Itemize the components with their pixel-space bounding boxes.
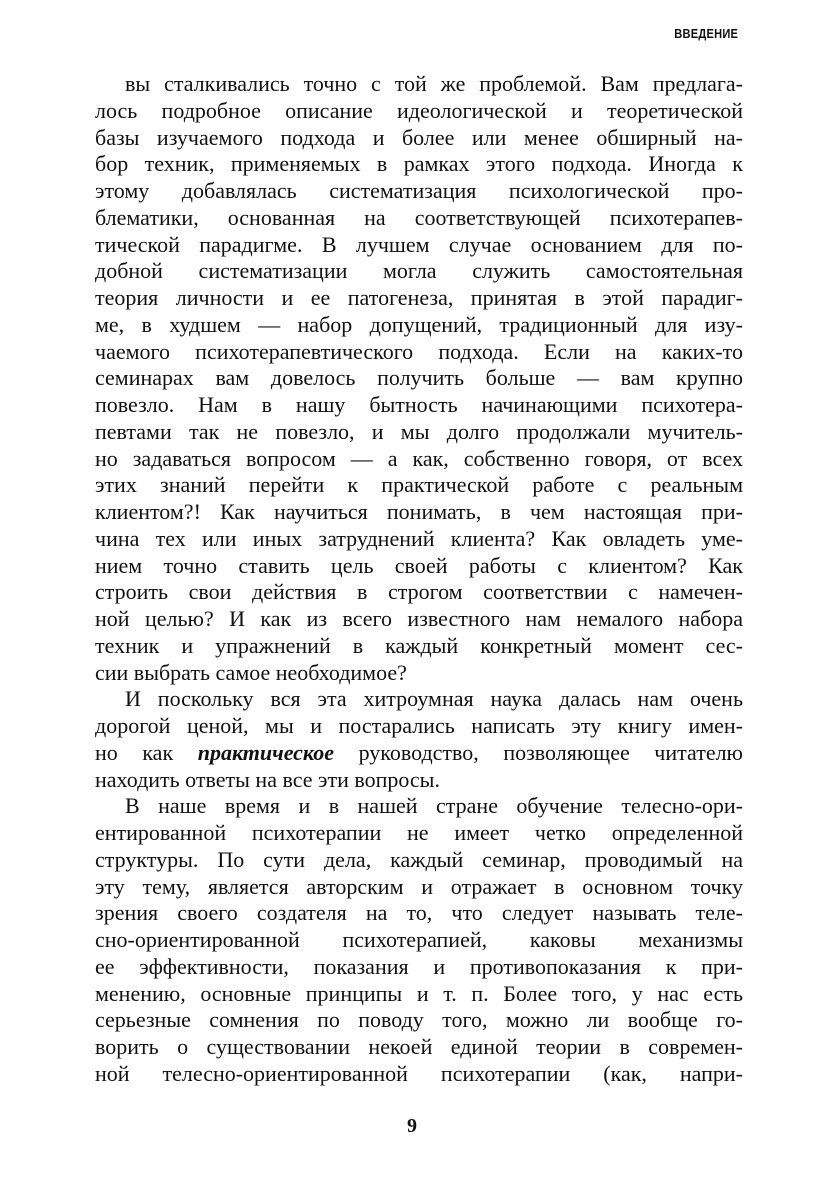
text-line: эту тему, является авторским и отражает в основном точку <box>95 873 743 899</box>
text-line: структуры. По сути дела, каждый семинар, проводимый на <box>95 846 743 872</box>
text-line: В наше время и в нашей стране обучение телесно-ори- <box>125 793 743 819</box>
text-line: этому добавлялась систематизация психологической про- <box>95 178 743 203</box>
text-line: блематики, основанная на соответствующей психотерапев- <box>95 204 743 230</box>
text-line: техник и упражнений в каждый конкретный момент сес- <box>95 632 743 658</box>
text-line: дорогой ценой, мы и постарались написать эту книгу имен- <box>95 713 743 738</box>
text-line: находить ответы на все эти вопросы. <box>95 766 440 792</box>
text-line: но задаваться вопросом — а как, собственно говоря, от всех <box>95 445 743 471</box>
body-text <box>95 71 743 1088</box>
text-span: но как <box>95 739 198 765</box>
text-line: И поскольку вся эта хитроумная наука далась нам очень <box>125 686 743 712</box>
text-line: ной телесно-ориентированной психотерапии (как, напри- <box>95 1060 743 1086</box>
text-line: ее эффективности, показания и противопоказания к при- <box>95 953 743 979</box>
text-line-with-emphasis <box>95 740 743 767</box>
text-line: сно-ориентированной психотерапией, каковы механизмы <box>95 927 743 952</box>
text-line: повезло. Нам в нашу бытность начинающими психотера- <box>95 392 743 417</box>
page-number: 9 <box>407 1115 417 1137</box>
text-line: зрения своего создателя на то, что следует называть теле- <box>95 900 743 926</box>
text-line: теория личности и ее патогенеза, принятая в этой парадиг- <box>95 285 743 310</box>
text-line: чина тех или иных затруднений клиента? Как овладеть уме- <box>95 525 743 551</box>
emphasized-word: практическое <box>197 739 335 765</box>
text-line: ворить о существовании некоей единой теории в современ- <box>95 1034 743 1059</box>
running-header: ВВЕДЕНИЕ <box>674 26 738 41</box>
paragraph-1 <box>95 71 743 686</box>
text-line: добной систематизации могла служить самостоятельная <box>95 258 743 284</box>
text-line: бор техник, применяемых в рамках этого подхода. Иногда к <box>95 151 743 177</box>
text-line: чаемого психотерапевтического подхода. Если на каких-то <box>95 338 743 364</box>
text-line: семинарах вам довелось получить больше — вам крупно <box>95 365 743 391</box>
text-line: строить свои действия в строгом соответствии с намечен- <box>95 579 743 605</box>
text-line: ной целью? И как из всего известного нам немалого набора <box>95 606 743 631</box>
text-line: ме, в худшем — набор допущений, традиционный для изу- <box>95 311 743 337</box>
text-line: тической парадигме. В лучшем случае основанием для по- <box>95 231 743 257</box>
text-line: нием точно ставить цель своей работы с клиентом? Как <box>95 552 743 578</box>
paragraph-2 <box>95 686 743 793</box>
paragraph-3 <box>95 793 743 1087</box>
text-line: серьезные сомнения по поводу того, можно ли вообще го- <box>95 1007 743 1033</box>
text-line: лось подробное описание идеологической и теоретической <box>95 97 743 123</box>
text-line: клиентом?! Как научиться понимать, в чем настоящая при- <box>95 499 743 524</box>
text-line: певтами так не повезло, и мы долго продолжали мучитель- <box>95 418 743 444</box>
text-line: базы изучаемого подхода и более или менее обширный на- <box>95 124 743 150</box>
text-line: вы сталкивались точно с той же проблемой. Вам предлага- <box>125 71 743 96</box>
text-line: ентированной психотерапии не имеет четко определенной <box>95 820 743 845</box>
text-line: этих знаний перейти к практической работе с реальным <box>95 472 743 498</box>
text-line: менению, основные принципы и т. п. Более того, у нас есть <box>95 980 743 1006</box>
text-span: руководство, позволяющее читателю <box>334 739 743 765</box>
text-line: сии выбрать самое необходимое? <box>95 659 407 685</box>
